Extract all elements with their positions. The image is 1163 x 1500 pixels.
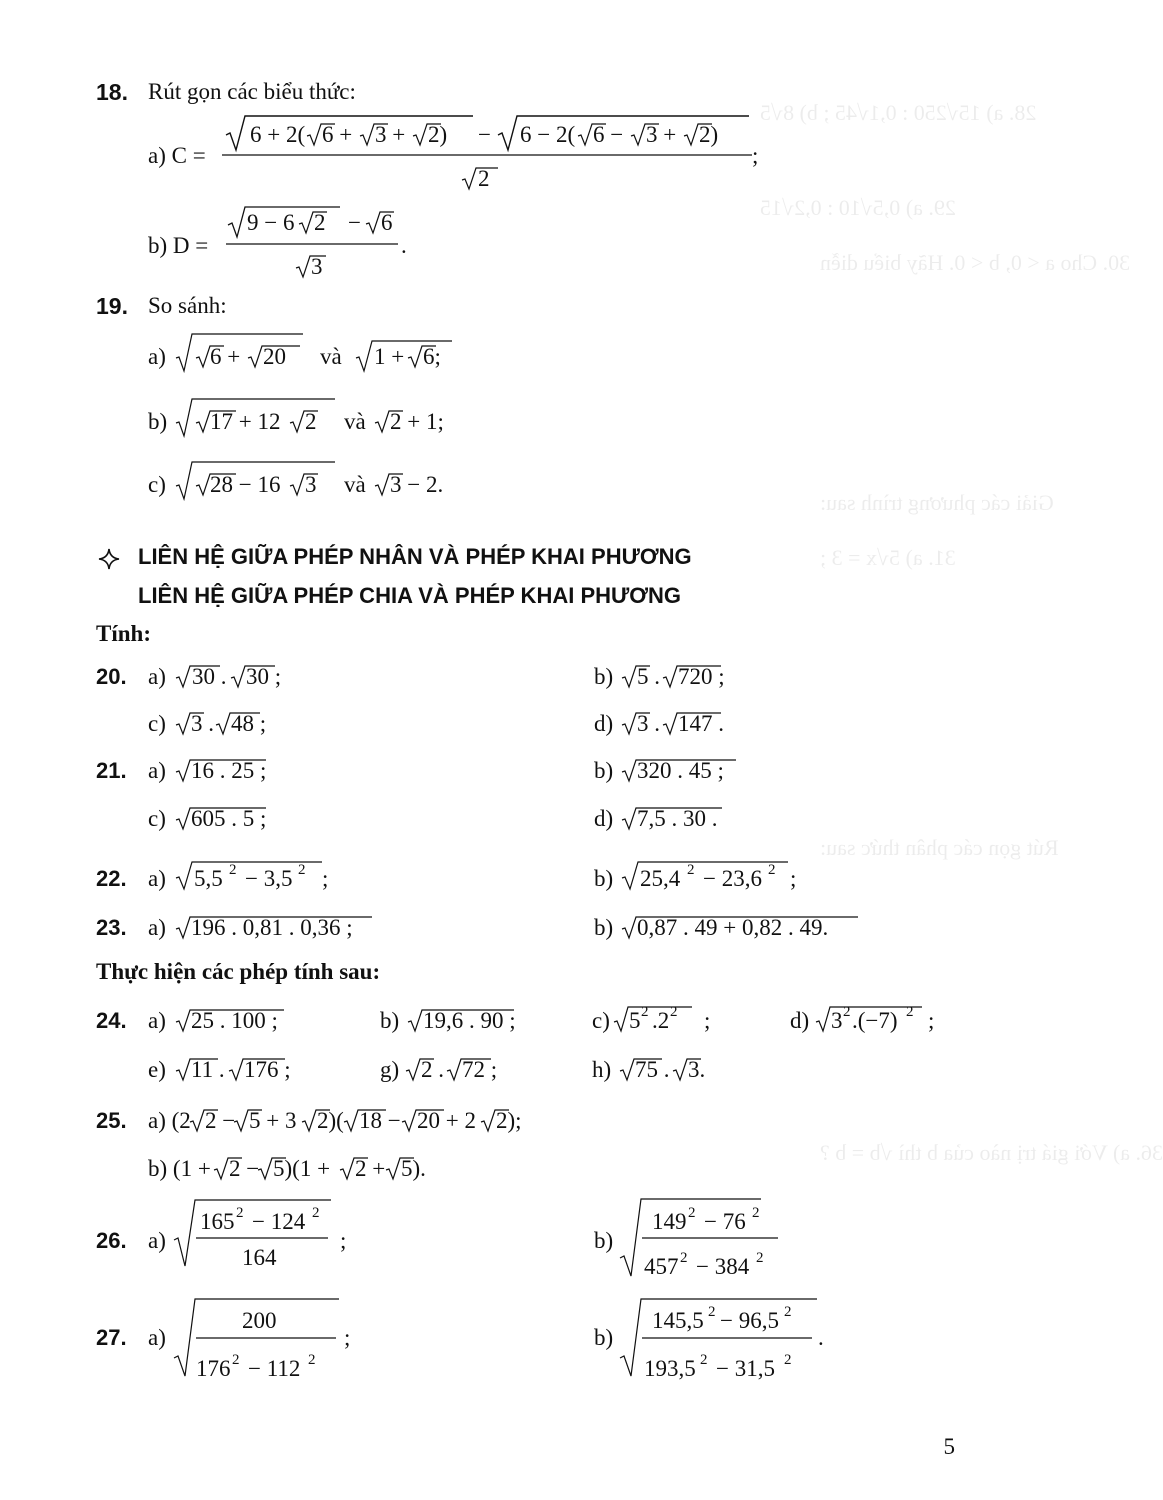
svg-text:605 . 5 ;: 605 . 5 ; <box>191 806 267 831</box>
svg-text:3: 3 <box>311 254 323 279</box>
svg-text:b): b) <box>148 409 168 434</box>
svg-text:a): a) <box>148 915 166 940</box>
svg-text:720 ;: 720 ; <box>678 664 725 689</box>
svg-text:− 31,5: − 31,5 <box>716 1356 775 1381</box>
svg-text:196 . 0,81 . 0,36 ;: 196 . 0,81 . 0,36 ; <box>191 915 353 940</box>
svg-text:16 . 25 ;: 16 . 25 ; <box>191 758 267 783</box>
svg-text:5 + 3: 5 + 3 <box>249 1108 297 1133</box>
svg-text:17 + 12: 17 + 12 <box>210 409 281 434</box>
svg-text:6: 6 <box>381 210 393 235</box>
svg-text:7,5 . 30 .: 7,5 . 30 . <box>637 806 718 831</box>
section-title-line1: LIÊN HỆ GIỮA PHÉP NHÂN VÀ PHÉP KHAI PHƯƠNG <box>138 544 692 569</box>
svg-text:30 .: 30 . <box>192 664 227 689</box>
svg-text:và: và <box>344 472 366 497</box>
svg-text:c): c) <box>592 1008 610 1033</box>
svg-text:;: ; <box>322 866 329 891</box>
svg-text:2);: 2); <box>496 1108 522 1133</box>
svg-text:2: 2 <box>784 1304 792 1320</box>
svg-text:.: . <box>401 233 407 258</box>
svg-text:và: và <box>320 344 342 369</box>
svg-text:g): g) <box>380 1057 400 1082</box>
svg-text:2: 2 <box>687 862 695 878</box>
svg-text:2: 2 <box>906 1004 914 1020</box>
svg-text:2: 2 <box>768 862 776 878</box>
svg-text:20.: 20. <box>96 664 127 689</box>
svg-text:b): b) <box>594 758 614 783</box>
svg-text:.2: .2 <box>652 1008 670 1033</box>
svg-text:72 ;: 72 ; <box>462 1057 498 1082</box>
svg-text:6 + 2(: 6 + 2( <box>250 122 306 147</box>
svg-text:48 ;: 48 ; <box>231 711 267 736</box>
svg-text:a): a) <box>148 664 166 689</box>
svg-text:2: 2 <box>232 1352 240 1368</box>
svg-text:− 3,5: − 3,5 <box>245 866 293 891</box>
svg-text:26.: 26. <box>96 1228 127 1253</box>
svg-text:0,87 . 49 + 0,82 . 49.: 0,87 . 49 + 0,82 . 49. <box>637 915 829 940</box>
heading-tinh: Tính: <box>96 621 151 646</box>
svg-text:2 +: 2 + <box>355 1156 386 1181</box>
svg-text:27.: 27. <box>96 1325 127 1350</box>
svg-text:a): a) <box>148 1325 166 1350</box>
svg-text:23.: 23. <box>96 915 127 940</box>
svg-text:20 + 2: 20 + 2 <box>417 1108 476 1133</box>
svg-text:;: ; <box>790 866 797 891</box>
problem-title: So sánh: <box>148 293 227 318</box>
svg-text:21.: 21. <box>96 758 127 783</box>
svg-text:b): b) <box>594 915 614 940</box>
svg-text:a) (2: a) (2 <box>148 1108 191 1133</box>
svg-text:6 − 2(: 6 − 2( <box>520 122 576 147</box>
svg-text:2 −: 2 − <box>229 1156 260 1181</box>
svg-text:5)(1 +: 5)(1 + <box>273 1156 331 1181</box>
svg-text:3 +: 3 + <box>375 122 406 147</box>
svg-text:c): c) <box>148 472 166 497</box>
svg-text:2: 2 <box>784 1352 792 1368</box>
svg-text:b): b) <box>594 664 614 689</box>
svg-text:− 384: − 384 <box>696 1254 750 1279</box>
svg-text:3 +: 3 + <box>646 122 677 147</box>
svg-text:b): b) <box>594 1325 614 1350</box>
svg-text:− 76: − 76 <box>704 1209 746 1234</box>
problem-number: 18. <box>96 79 128 105</box>
svg-text:20: 20 <box>263 344 286 369</box>
svg-text:2: 2 <box>752 1205 760 1221</box>
svg-text:5).: 5). <box>401 1156 426 1181</box>
svg-text:a): a) <box>148 758 166 783</box>
svg-text:a): a) <box>148 344 166 369</box>
svg-text:28 − 16: 28 − 16 <box>210 472 281 497</box>
svg-text:2: 2 <box>680 1250 688 1266</box>
svg-text:19,6 . 90 ;: 19,6 . 90 ; <box>423 1008 516 1033</box>
svg-text:2: 2 <box>478 166 490 191</box>
page-number: 5 <box>943 1434 955 1459</box>
svg-text:9 − 6: 9 − 6 <box>247 210 295 235</box>
svg-text:c): c) <box>148 711 166 736</box>
svg-text:2)(: 2)( <box>317 1108 344 1133</box>
svg-text:;: ; <box>752 143 759 168</box>
svg-text:− 124: − 124 <box>252 1209 306 1234</box>
svg-text:147 .: 147 . <box>678 711 724 736</box>
svg-text:200: 200 <box>242 1308 277 1333</box>
svg-text:.(−7): .(−7) <box>852 1008 898 1033</box>
heading-thuc-hien: Thực hiện các phép tính sau: <box>96 959 381 984</box>
svg-text:2: 2 <box>314 210 326 235</box>
svg-text:b): b) <box>594 1228 614 1253</box>
svg-text:145,5: 145,5 <box>652 1308 704 1333</box>
svg-text:b): b) <box>594 866 614 891</box>
svg-text:2: 2 <box>305 409 317 434</box>
svg-text:6 +: 6 + <box>322 122 353 147</box>
svg-text:2: 2 <box>298 862 306 878</box>
svg-text:22.: 22. <box>96 866 127 891</box>
svg-text:2: 2 <box>641 1004 649 1020</box>
svg-text:− 23,6: − 23,6 <box>703 866 762 891</box>
svg-text:2: 2 <box>843 1004 851 1020</box>
problem-title: Rút gọn các biểu thức: <box>148 79 356 104</box>
svg-text:b) (1 +: b) (1 + <box>148 1156 211 1181</box>
svg-text:457: 457 <box>644 1254 679 1279</box>
svg-text:75 .: 75 . <box>635 1057 670 1082</box>
svg-text:176 ;: 176 ; <box>244 1057 291 1082</box>
svg-text:1 +: 1 + <box>374 344 405 369</box>
svg-text:d): d) <box>594 711 614 736</box>
svg-text:25 . 100 ;: 25 . 100 ; <box>191 1008 278 1033</box>
svg-text:2: 2 <box>312 1205 320 1221</box>
svg-text:2 −: 2 − <box>205 1108 236 1133</box>
svg-text:2: 2 <box>236 1205 244 1221</box>
svg-text:2: 2 <box>229 862 237 878</box>
svg-text:2 .: 2 . <box>421 1057 444 1082</box>
svg-text:25.: 25. <box>96 1108 127 1133</box>
svg-text:b): b) <box>380 1008 400 1033</box>
svg-text:2: 2 <box>308 1352 316 1368</box>
problem-number: 19. <box>96 293 128 319</box>
svg-text:18 −: 18 − <box>359 1108 401 1133</box>
svg-text:149: 149 <box>652 1209 687 1234</box>
svg-text:−: − <box>478 122 491 147</box>
svg-text:2 + 1;: 2 + 1; <box>390 409 444 434</box>
svg-text:2: 2 <box>756 1250 764 1266</box>
svg-text:d): d) <box>594 806 614 831</box>
section-title-line2: LIÊN HỆ GIỮA PHÉP CHIA VÀ PHÉP KHAI PHƯƠNG <box>138 583 682 608</box>
svg-text:3 .: 3 . <box>191 711 214 736</box>
svg-text:5,5: 5,5 <box>194 866 223 891</box>
svg-text:320 . 45 ;: 320 . 45 ; <box>637 758 724 783</box>
svg-text:2): 2) <box>699 122 719 147</box>
svg-text:193,5: 193,5 <box>644 1356 696 1381</box>
svg-text:và: và <box>344 409 366 434</box>
svg-text:2: 2 <box>688 1205 696 1221</box>
svg-text:30 ;: 30 ; <box>246 664 282 689</box>
svg-text:3.: 3. <box>688 1057 706 1082</box>
svg-text:c): c) <box>148 806 166 831</box>
svg-text:− 112: − 112 <box>248 1356 301 1381</box>
svg-text:h): h) <box>592 1057 612 1082</box>
svg-text:e): e) <box>148 1057 166 1082</box>
svg-text:a): a) <box>148 1008 166 1033</box>
svg-text:a): a) <box>148 866 166 891</box>
svg-text:3 .: 3 . <box>637 711 660 736</box>
svg-text:2: 2 <box>700 1352 708 1368</box>
svg-text:5 .: 5 . <box>637 664 660 689</box>
svg-text:176: 176 <box>196 1356 231 1381</box>
svg-text:25,4: 25,4 <box>640 866 681 891</box>
svg-text:2: 2 <box>708 1304 716 1320</box>
svg-text:6 −: 6 − <box>593 122 624 147</box>
svg-text:165: 165 <box>200 1209 235 1234</box>
svg-text:.: . <box>818 1325 824 1350</box>
svg-text:;: ; <box>340 1228 347 1253</box>
svg-text:;: ; <box>928 1008 935 1033</box>
svg-text:3 − 2.: 3 − 2. <box>390 472 444 497</box>
svg-text:3: 3 <box>831 1008 843 1033</box>
svg-text:5: 5 <box>629 1008 641 1033</box>
svg-text:3: 3 <box>305 472 317 497</box>
svg-text:a) C =: a) C = <box>148 143 206 168</box>
svg-text:;: ; <box>704 1008 711 1033</box>
svg-text:2): 2) <box>428 122 448 147</box>
svg-text:6;: 6; <box>423 344 441 369</box>
svg-text:11 .: 11 . <box>191 1057 225 1082</box>
svg-text:164: 164 <box>242 1245 277 1270</box>
svg-text:2: 2 <box>670 1004 678 1020</box>
svg-text:;: ; <box>344 1325 351 1350</box>
svg-text:d): d) <box>790 1008 810 1033</box>
svg-text:6 +: 6 + <box>210 344 241 369</box>
svg-text:a): a) <box>148 1228 166 1253</box>
svg-text:b) D =: b) D = <box>148 233 209 258</box>
svg-text:− 96,5: − 96,5 <box>720 1308 779 1333</box>
svg-text:24.: 24. <box>96 1008 127 1033</box>
svg-text:−: − <box>348 210 361 235</box>
